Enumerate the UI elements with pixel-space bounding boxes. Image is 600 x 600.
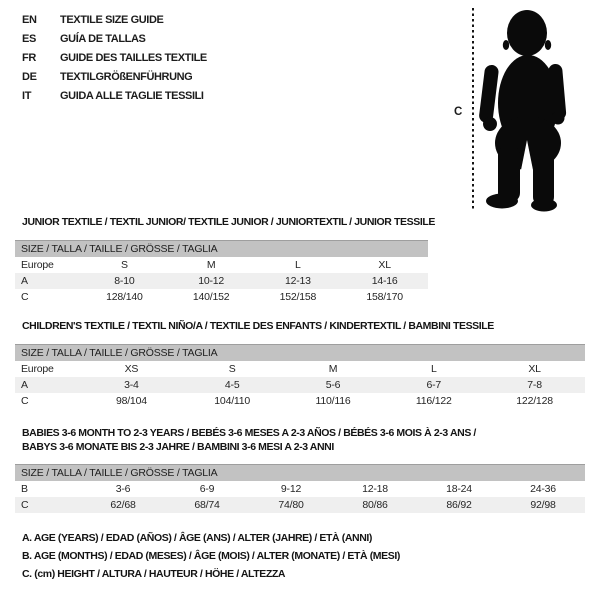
- table-row: [15, 257, 428, 273]
- language-title: TEXTILGRÖßENFÜHRUNG: [60, 71, 193, 83]
- table-cell: 10-12: [198, 275, 225, 287]
- title-line: JUNIOR TEXTILE / TEXTIL JUNIOR/ TEXTILE JUNIOR / JUNIORTEXTIL / JUNIOR TESSILE: [22, 216, 435, 228]
- table-cell: 128/140: [106, 291, 143, 303]
- table-cell: 6-7: [426, 379, 442, 391]
- language-code: DE: [22, 71, 37, 83]
- table-cell: 5-6: [325, 379, 341, 391]
- table-cell: 7-8: [527, 379, 542, 391]
- language-row: [22, 11, 207, 30]
- table-cell: 92/98: [530, 499, 556, 511]
- table-cell: 3-6: [115, 483, 131, 495]
- row-label: A: [21, 379, 28, 391]
- table-cell: 4-5: [224, 379, 240, 391]
- junior-table-title: [22, 215, 435, 229]
- table-cell: S: [120, 259, 128, 271]
- footnote-line: C. (cm) HEIGHT / ALTURA / HAUTEUR / HÖHE / ALTEZZA: [22, 568, 286, 580]
- table-cell: 24-36: [530, 483, 556, 495]
- table-cell: 18-24: [446, 483, 472, 495]
- children-size-table: [15, 344, 585, 409]
- table-cell: 6-9: [199, 483, 215, 495]
- table-cell: 68/74: [194, 499, 220, 511]
- language-title: GUIDA ALLE TAGLIE TESSILI: [60, 90, 204, 102]
- table-cell: S: [228, 363, 236, 375]
- table-cell: L: [430, 363, 437, 375]
- footnote-line: B. AGE (MONTHS) / EDAD (MESES) / ÂGE (MOIS) / ALTER (MONATE) / ETÀ (MESI): [22, 550, 400, 562]
- babies-table-title: [22, 426, 476, 454]
- language-row: [22, 87, 207, 106]
- table-row: [15, 481, 585, 497]
- table-cell: L: [295, 259, 301, 271]
- table-cell: 104/110: [214, 395, 251, 407]
- title-line: BABIES 3-6 MONTH TO 2-3 YEARS / BEBÉS 3-6 MESES A 2-3 AÑOS / BÉBÉS 3-6 MOIS À 2-3 ANS /: [22, 427, 476, 439]
- junior-size-table: [15, 240, 428, 305]
- table-cell: M: [328, 363, 338, 375]
- table-cell: 12-13: [284, 275, 311, 287]
- table-row: [15, 361, 585, 377]
- language-code: ES: [22, 33, 37, 45]
- language-list: [22, 11, 207, 106]
- table-cell: 122/128: [516, 395, 553, 407]
- table-cell: 3-4: [124, 379, 139, 391]
- table-cell: 158/170: [366, 291, 403, 303]
- table-row: [15, 497, 585, 513]
- table-cell: 14-16: [371, 275, 398, 287]
- toddler-silhouette-icon: [478, 8, 574, 218]
- row-label: C: [21, 499, 29, 511]
- table-cell: XL: [378, 259, 391, 271]
- table-cell: 9-12: [280, 483, 302, 495]
- language-title: GUIDE DES TAILLES TEXTILE: [60, 52, 207, 64]
- children-table-title: [22, 319, 494, 333]
- table-row: [15, 393, 585, 409]
- row-label: C: [21, 291, 29, 303]
- language-code: FR: [22, 52, 37, 64]
- table-cell: M: [206, 259, 216, 271]
- row-label: A: [21, 275, 28, 287]
- footnote-line: A. AGE (YEARS) / EDAD (AÑOS) / ÂGE (ANS) / ALTER (JAHRE) / ETÀ (ANNI): [22, 532, 373, 544]
- row-label: Europe: [21, 363, 54, 375]
- table-cell: XS: [124, 363, 139, 375]
- table-cell: 8-10: [114, 275, 135, 287]
- table-cell: 80/86: [362, 499, 388, 511]
- table-cell: 140/152: [192, 291, 230, 303]
- row-label: C: [21, 395, 29, 407]
- size-header-bar: SIZE / TALLA / TAILLE / GRÖSSE / TAGLIA: [15, 464, 585, 481]
- language-title: TEXTILE SIZE GUIDE: [60, 14, 164, 26]
- table-cell: 62/68: [110, 499, 136, 511]
- size-header-bar: SIZE / TALLA / TAILLE / GRÖSSE / TAGLIA: [15, 240, 428, 257]
- language-row: [22, 30, 207, 49]
- height-dotted-line: [472, 8, 474, 210]
- table-cell: 74/80: [278, 499, 304, 511]
- size-header-bar: SIZE / TALLA / TAILLE / GRÖSSE / TAGLIA: [15, 344, 585, 361]
- language-title: GUÍA DE TALLAS: [60, 33, 146, 45]
- row-label: B: [21, 483, 28, 495]
- babies-size-table: [15, 464, 585, 513]
- table-cell: 98/104: [115, 395, 147, 407]
- table-cell: 110/116: [315, 395, 351, 407]
- row-label: Europe: [21, 259, 54, 271]
- language-row: [22, 49, 207, 68]
- table-cell: 12-18: [362, 483, 388, 495]
- table-cell: XL: [528, 363, 541, 375]
- language-code: EN: [22, 14, 37, 26]
- table-row: [15, 377, 585, 393]
- language-code: IT: [22, 90, 32, 102]
- footnotes: [22, 529, 400, 583]
- table-row: [15, 273, 428, 289]
- title-line: BABYS 3-6 MONATE BIS 2-3 JAHRE / BAMBINI 3-6 MESI A 2-3 ANNI: [22, 441, 334, 453]
- table-cell: 116/122: [415, 395, 452, 407]
- table-cell: 86/92: [446, 499, 472, 511]
- table-row: [15, 289, 428, 305]
- table-cell: 152/158: [279, 291, 317, 303]
- title-line: CHILDREN'S TEXTILE / TEXTIL NIÑO/A / TEXTILE DES ENFANTS / KINDERTEXTIL / BAMBINI TESSILE: [22, 320, 494, 332]
- height-marker-label: C: [454, 106, 463, 118]
- language-row: [22, 68, 207, 87]
